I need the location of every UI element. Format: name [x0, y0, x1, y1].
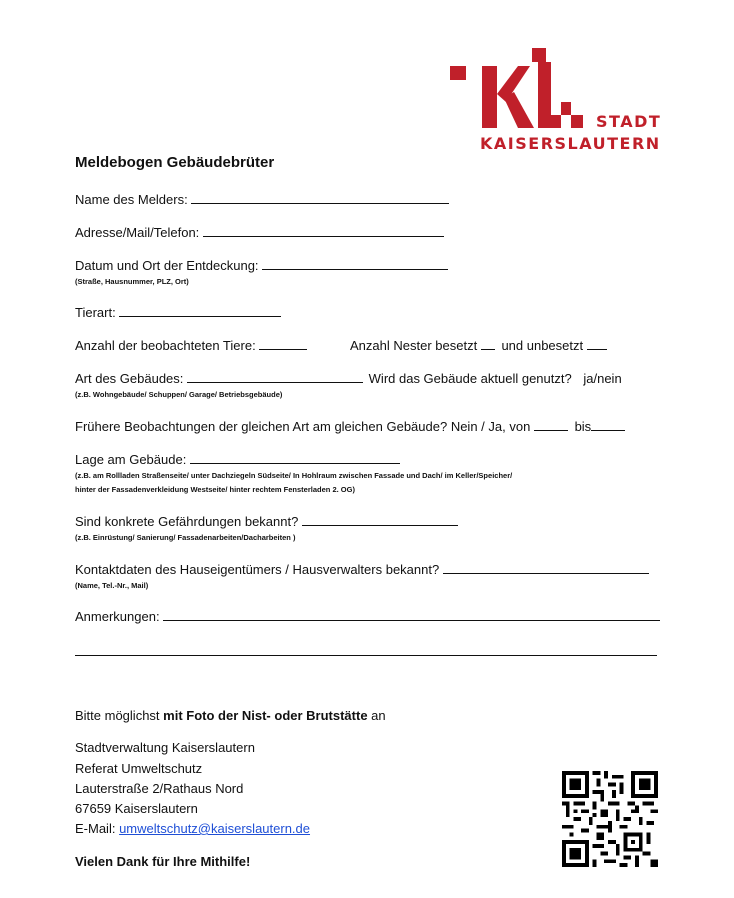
previous-label: Frühere Beobachtungen der gleichen Art am gleichen Gebäude? Nein / Ja, von [75, 419, 531, 434]
remarks-row [75, 608, 660, 625]
contact-hint: (Name, Tel.-Nr., Mail) [75, 581, 149, 590]
contact-label: Kontaktdaten des Hauseigentümers / Hausverwalters bekannt? [75, 562, 440, 577]
nests-occupied-field[interactable] [481, 337, 495, 350]
date-field[interactable] [262, 257, 448, 270]
photo-request-post: an [367, 708, 386, 723]
animal-row [75, 304, 281, 321]
contact-row [75, 561, 649, 578]
photo-request-bold: mit Foto der Nist- oder Brutstätte [163, 708, 368, 723]
previous-from-field[interactable] [534, 418, 568, 431]
contact-field[interactable] [443, 561, 649, 574]
date-label: Datum und Ort der Entdeckung: [75, 258, 259, 273]
address-line-3: Lauterstraße 2/Rathaus Nord [75, 781, 244, 796]
building-used-label: Wird das Gebäude aktuell genutzt? [368, 371, 572, 386]
logo-text-stadt: STADT [596, 112, 662, 131]
address-line-4: 67659 Kaiserslautern [75, 801, 198, 816]
remarks-label: Anmerkungen: [75, 609, 160, 624]
address-label: Adresse/Mail/Telefon: [75, 225, 200, 240]
threat-hint: (z.B. Einrüstung/ Sanierung/ Fassadenarbeiten/Dacharbeiten ) [75, 533, 296, 542]
photo-request-pre: Bitte möglichst [75, 708, 164, 723]
animal-label: Tierart: [75, 305, 116, 320]
count-field[interactable] [259, 337, 307, 350]
nests-label: Anzahl Nester besetzt [350, 338, 478, 353]
location-hint-line2: hinter der Fassadenverkleidung Westseite/ hinter rechtem Fensterladen 2. OG) [75, 485, 355, 494]
remarks-field-line2[interactable] [75, 655, 657, 656]
threat-field[interactable] [302, 513, 458, 526]
location-row [75, 451, 400, 468]
city-logo [446, 44, 666, 156]
threat-label: Sind konkrete Gefährdungen bekannt? [75, 514, 299, 529]
count-label: Anzahl der beobachteten Tiere: [75, 338, 256, 353]
address-line-2: Referat Umweltschutz [75, 761, 203, 776]
name-row [75, 191, 449, 208]
nests-unoccupied-field[interactable] [587, 337, 607, 350]
date-hint: (Straße, Hausnummer, PLZ, Ort) [75, 277, 189, 286]
previous-until-field[interactable] [591, 418, 625, 431]
building-hint: (z.B. Wohngebäude/ Schuppen/ Garage/ Betriebsgebäude) [75, 390, 283, 399]
logo-text-kaiserslautern: KAISERSLAUTERN [480, 134, 661, 153]
nests-row [350, 337, 607, 354]
kl-logo-mark-icon [446, 44, 586, 134]
name-field[interactable] [191, 191, 449, 204]
email-link[interactable]: umweltschutz@kaiserslautern.de [119, 821, 311, 836]
previous-row [75, 418, 625, 435]
qr-code-icon[interactable] [562, 771, 658, 867]
count-row [75, 337, 307, 354]
name-label: Name des Melders: [75, 192, 188, 207]
date-row [75, 257, 448, 274]
nests-and-label: und unbesetzt [501, 338, 584, 353]
location-label: Lage am Gebäude: [75, 452, 187, 467]
animal-field[interactable] [119, 304, 281, 317]
email-row [75, 821, 310, 837]
building-row [75, 370, 622, 387]
building-label: Art des Gebäudes: [75, 371, 184, 386]
address-row [75, 224, 444, 241]
address-line-1: Stadtverwaltung Kaiserslautern [75, 740, 255, 755]
location-field[interactable] [190, 451, 400, 464]
threat-row [75, 513, 458, 530]
photo-request [75, 708, 386, 724]
building-field[interactable] [187, 370, 363, 383]
building-used-options[interactable]: ja/nein [583, 371, 622, 386]
location-hint-line1: (z.B. am Rollladen Straßenseite/ unter Dachziegeln Südseite/ In Hohlraum zwischen Fassade und Dach/ im Keller/Speicher/ [75, 471, 513, 480]
address-field[interactable] [203, 224, 444, 237]
previous-until-label: bis [574, 419, 592, 434]
email-label: E-Mail: [75, 821, 120, 836]
form-title: Meldebogen Gebäudebrüter [75, 154, 275, 171]
thanks-text: Vielen Dank für Ihre Mithilfe! [75, 854, 251, 869]
remarks-field-line1[interactable] [163, 608, 660, 621]
